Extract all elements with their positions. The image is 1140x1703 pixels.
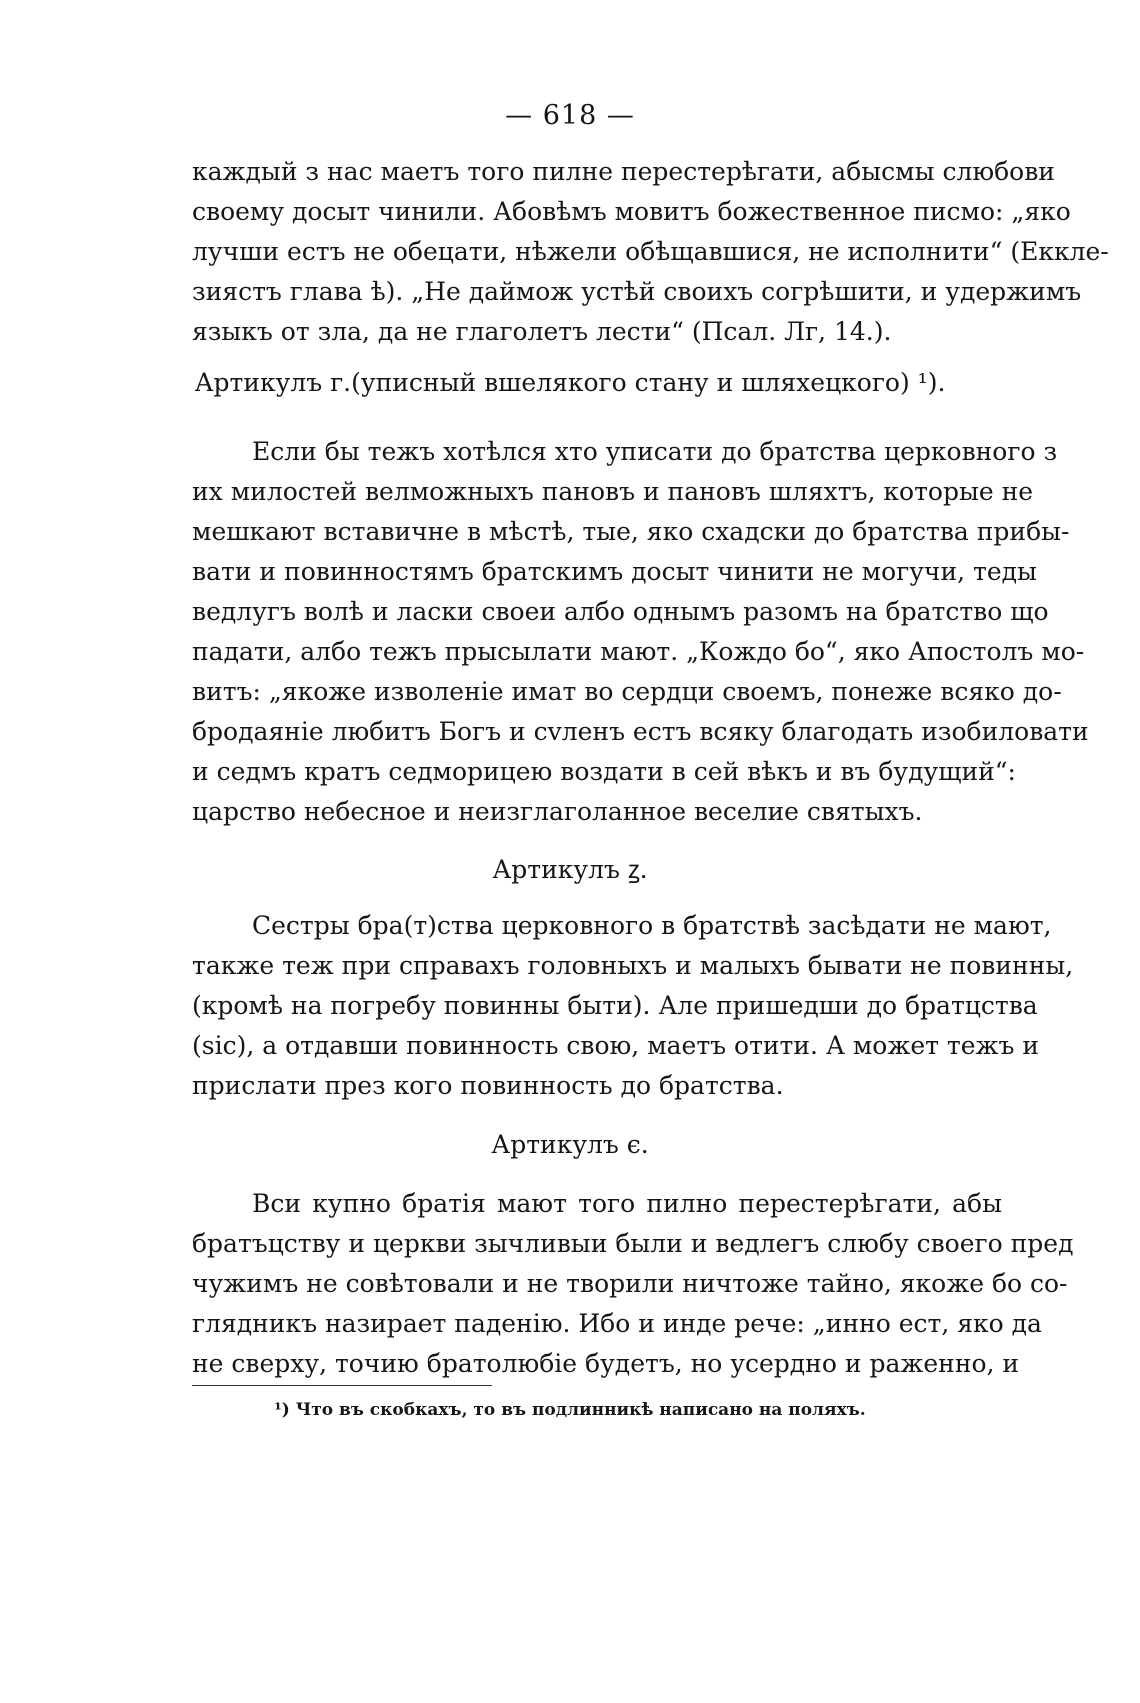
text-line: Сестры бра(т)ства церковного в братствѣ засѣдати не мают,	[252, 911, 1052, 940]
text-line: не сверху, точию братолюбіе будетъ, но усердно и раженно, и	[192, 1349, 1020, 1378]
footnote-divider	[192, 1385, 492, 1386]
text-line: каждый з нас маетъ того пилне перестерѣгати, абысмы слюбови	[192, 157, 1055, 186]
article-5-heading: Артикулъ є.	[491, 1130, 649, 1159]
text-line: падати, албо тежъ прысылати мают. „Кождо бо“, яко Апостолъ мо-	[192, 637, 1085, 666]
text-line: бродаяніе любитъ Богъ и сvленъ естъ всяку благодать изобиловати	[192, 717, 1089, 746]
text-line: и седмъ кратъ седморицею воздати в сей вѣкъ и въ будущий“:	[192, 757, 1016, 786]
text-line: братъцству и церкви зычливыи были и ведлегъ слюбу своего пред	[192, 1229, 1074, 1258]
text-line: глядникъ назирает паденію. Ибо и инде рече: „инно ест, яко да	[192, 1309, 1042, 1338]
text-line: мешкают вставичне в мѣстѣ, тые, яко схадски до братства прибы-	[192, 517, 1070, 546]
text-line: царство небесное и неизглаголанное веселие святыхъ.	[192, 797, 923, 826]
text-line: ведлугъ волѣ и ласки своеи албо однымъ разомъ на братство що	[192, 597, 1049, 626]
text-line: витъ: „якоже изволеніе имат во сердци своемъ, понеже всяко до-	[192, 677, 1062, 706]
article-4-heading: Артикулъ ꙁ.	[492, 855, 648, 884]
article-5-paragraph	[192, 1184, 1074, 1384]
text-line: языкъ от зла, да не глаголетъ лести“ (Псал. Лг, 14.).	[192, 317, 892, 346]
intro-paragraph	[192, 152, 1109, 352]
text-line: чужимъ не совѣтовали и не творили ничтоже тайно, якоже бо со-	[192, 1269, 1068, 1298]
text-line: прислати през кого повинность до братства.	[192, 1071, 784, 1100]
text-line: (кромѣ на погребу повинны быти). Але пришедши до братцства	[192, 991, 1038, 1020]
text-line: (sic), а отдавши повинность свою, маетъ отити. А может тежъ и	[192, 1031, 1040, 1060]
text-line: лучши естъ не обецати, нѣжели обѣщавшися, не исполнити“ (Еккле-	[192, 237, 1109, 266]
article-4-paragraph	[192, 906, 1074, 1106]
text-line: их милостей велможныхъ пановъ и пановъ шляхтъ, которые не	[192, 477, 1034, 506]
text-line: Если бы тежъ хотѣлся хто уписати до братства церковного з	[252, 437, 1058, 466]
article-3-heading: Артикулъ г.(уписный вшелякого стану и шляхецкого) ¹).	[194, 368, 946, 397]
text-line: вати и повинностямъ братскимъ досыт чинити не могучи, теды	[192, 557, 1037, 586]
article-3-paragraph	[192, 432, 1089, 832]
page-number: — 618 —	[505, 100, 635, 131]
text-line: своему досыт чинили. Абовѣмъ мовитъ божественное писмо: „яко	[192, 197, 1071, 226]
text-line: зиястъ глава ѣ). „Не даймож устѣй своихъ согрѣшити, и удержимъ	[192, 277, 1082, 306]
text-line: также теж при справахъ головныхъ и малыхъ бывати не повинны,	[192, 951, 1074, 980]
footnote: ¹) Что въ скобкахъ, то въ подлинникѣ написано на поляхъ.	[274, 1400, 866, 1420]
text-line: Вси купно братія мают того пилно перестерѣгати, абы	[252, 1189, 1002, 1218]
